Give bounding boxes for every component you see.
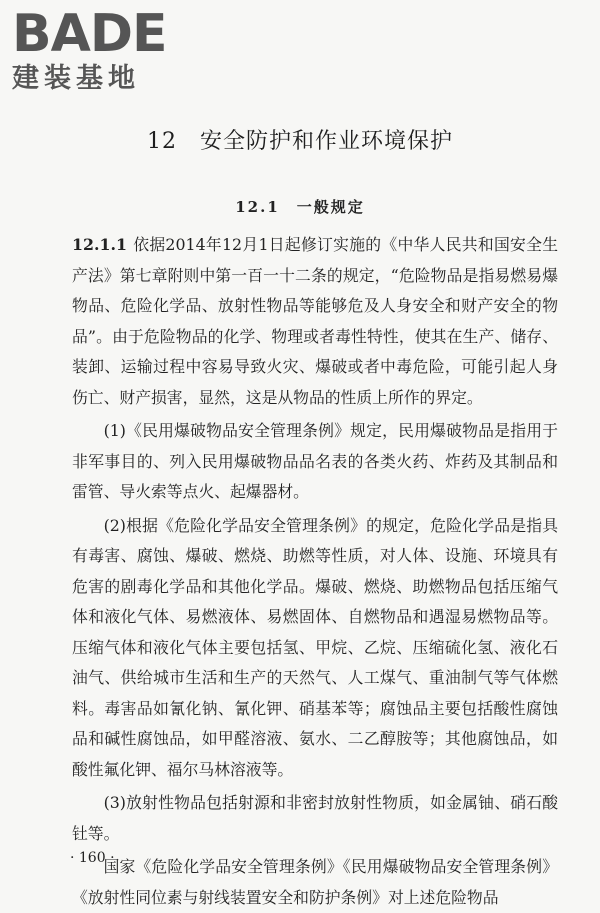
page-number: · 160 · — [70, 850, 115, 866]
logo-wordmark: BADE — [12, 4, 167, 64]
clause-paragraph — [72, 230, 558, 413]
body-text — [72, 230, 558, 913]
paragraph-text: 依据2014年12月1日起修订实施的《中华人民共和国安全生产法》第七章附则中第一百一十二条的规定，“危险物品是指易燃易爆物品、危险化学品、放射性物品等能够危及人身安全和财产安全的物品”。由于危险物品的化学、物理或者毒性特性，使其在生产、储存、装卸、运输过程中容易导致火灾、爆破或者中毒危险，可能引起人身伤亡、财产损害，显然，这是从物品的性质上所作的界定。 — [72, 235, 558, 407]
chapter-title: 12 安全防护和作业环境保护 — [147, 129, 453, 154]
clause-number: 12.1.1 — [72, 235, 127, 254]
logo-subtitle: 建装基地 — [12, 63, 140, 94]
paragraph-item-2: (2)根据《危险化学品安全管理条例》的规定，危险化学品是指具有毒害、腐蚀、爆破、燃烧、助燃等性质，对人体、设施、环境具有危害的剧毒化学品和其他化学品。爆破、燃烧、助燃物品包括压缩气体和液化气体、易燃液体、易燃固体、自燃物品和遇湿易燃物品等。压缩气体和液化气体主要包括氢、甲烷、乙烷、压缩硫化氢、液化石油气、供给城市生活和生产的天然气、人工煤气、重油制气等气体燃料。毒害品如氰化钠、氰化钾、硝基苯等；腐蚀品主要包括酸性腐蚀品和碱性腐蚀品，如甲醛溶液、氨水、二乙醇胺等；其他腐蚀品，如酸性氟化钾、福尔马林溶液等。 — [72, 515, 558, 779]
paragraph-continuation: 国家《危险化学品安全管理条例》《民用爆破物品安全管理条例》《放射性同位素与射线装置安全和防护条例》对上述危险物品 — [72, 857, 558, 907]
paragraph-item-3: (3)放射性物品包括射源和非密封放射性物质，如金属铀、硝石酸钍等。 — [72, 793, 558, 843]
paragraph-item-1: (1)《民用爆破物品安全管理条例》规定，民用爆破物品是指用于非军事目的、列入民用爆破物品品名表的各类火药、炸药及其制品和雷管、导火索等点火、起爆器材。 — [72, 421, 558, 501]
section-title: 12.1 一般规定 — [235, 198, 365, 216]
bade-logo — [12, 6, 167, 94]
